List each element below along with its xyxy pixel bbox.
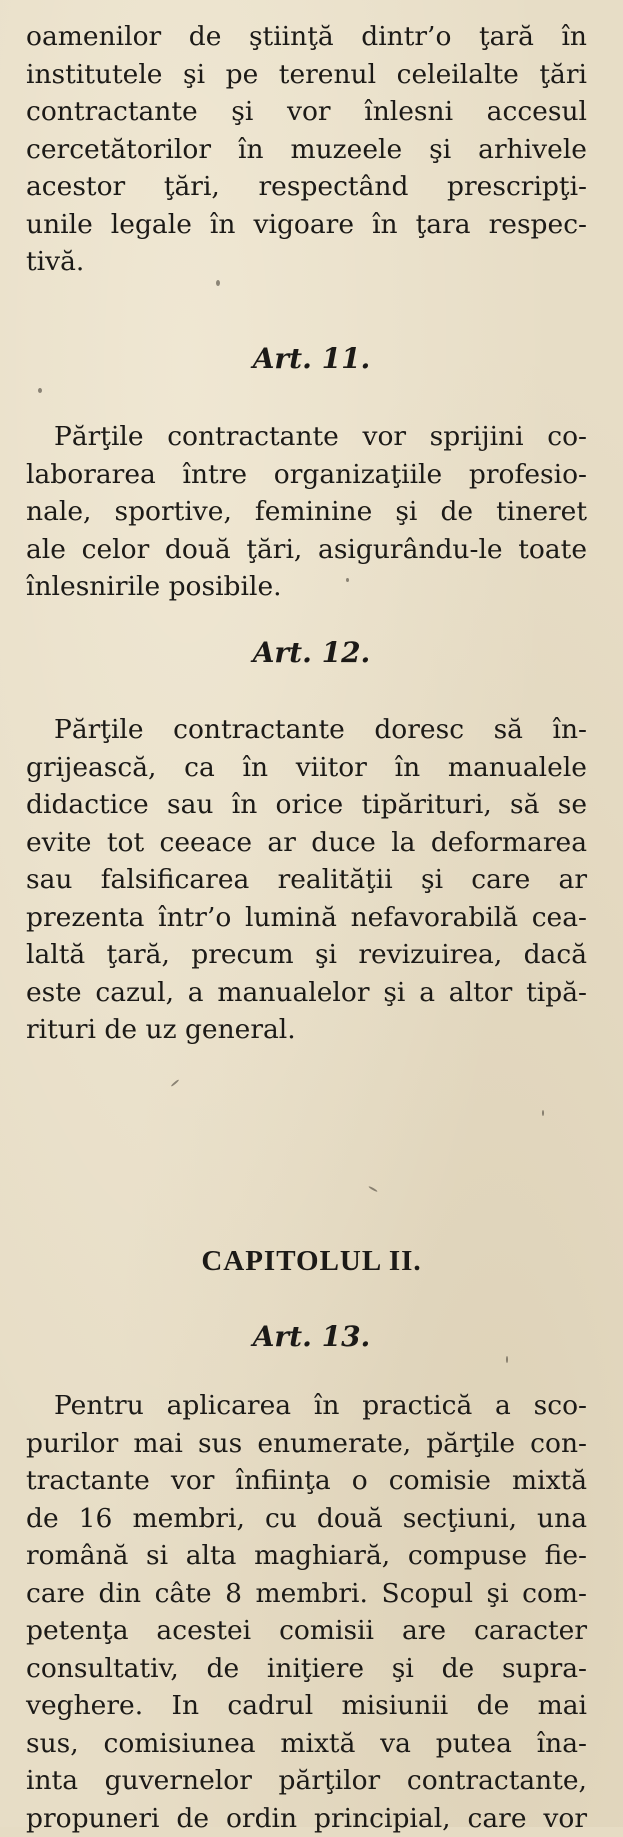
paragraph-line: este cazul, a manualelor şi a altor tipă-	[26, 974, 587, 1012]
paper-speck	[346, 578, 349, 582]
paper-speck	[506, 1356, 508, 1363]
paragraph-line: veghere. In cadrul misiunii de mai	[26, 1687, 587, 1725]
paragraph-line: prezenta într’o lumină nefavorabilă cea-	[26, 899, 587, 937]
paragraph-line: propuneri de ordin principial, care vor	[26, 1800, 587, 1837]
paragraph-line: laborarea între organizaţiile profesio-	[26, 456, 587, 494]
paragraph-line: înlesnirile posibile.	[26, 568, 587, 606]
paper-speck	[368, 1186, 378, 1193]
paragraph-line: didactice sau în orice tipărituri, să se	[26, 786, 587, 824]
paragraph-line: grijească, ca în viitor în manualele	[26, 749, 587, 787]
paper-speck	[216, 280, 220, 286]
paragraph-line: de 16 membri, cu două secţiuni, una	[26, 1500, 587, 1538]
article-13-heading: Art. 13.	[0, 1320, 623, 1353]
paragraph-line: cercetătorilor în muzeele şi arhivele	[26, 131, 587, 169]
paragraph-line: română si alta maghiară, compuse fie-	[26, 1537, 587, 1575]
continuation-paragraph	[26, 18, 587, 281]
paragraph-line: unile legale în vigoare în ţara respec-	[26, 206, 587, 244]
paragraph-line: oamenilor de ştiinţă dintr’o ţară în	[26, 18, 587, 56]
paper-speck	[542, 1110, 544, 1116]
article-11-heading: Art. 11.	[0, 342, 623, 375]
paragraph-line: Părţile contractante vor sprijini co-	[26, 418, 587, 456]
chapter-heading: CAPITOLUL II.	[0, 1245, 623, 1278]
paragraph-line: petenţa acestei comisii are caracter	[26, 1612, 587, 1650]
paragraph-line: care din câte 8 membri. Scopul şi com-	[26, 1575, 587, 1613]
paragraph-line: rituri de uz general.	[26, 1011, 587, 1049]
paragraph-line: ale celor două ţări, asigurându-le toate	[26, 531, 587, 569]
paragraph-line: evite tot ceeace ar duce la deformarea	[26, 824, 587, 862]
paragraph-line: Pentru aplicarea în practică a sco-	[26, 1387, 587, 1425]
paragraph-line: tractante vor înfiinţa o comisie mixtă	[26, 1462, 587, 1500]
paragraph-line: Părţile contractante doresc să în-	[26, 711, 587, 749]
article-13-paragraph	[26, 1387, 587, 1837]
paragraph-line: consultativ, de iniţiere şi de supra-	[26, 1650, 587, 1688]
article-12-heading: Art. 12.	[0, 636, 623, 669]
paragraph-line: laltă ţară, precum şi revizuirea, dacă	[26, 936, 587, 974]
paragraph-line: institutele şi pe terenul celeilalte ţări	[26, 56, 587, 94]
paragraph-line: purilor mai sus enumerate, părţile con-	[26, 1425, 587, 1463]
paragraph-line: inta guvernelor părţilor contractante,	[26, 1762, 587, 1800]
paragraph-line: tivă.	[26, 243, 587, 281]
paper-speck	[38, 388, 42, 393]
paragraph-line: contractante şi vor înlesni accesul	[26, 93, 587, 131]
article-12-paragraph	[26, 711, 587, 1049]
paragraph-line: acestor ţări, respectând prescripţi-	[26, 168, 587, 206]
paragraph-line: sus, comisiunea mixtă va putea îna-	[26, 1725, 587, 1763]
paragraph-line: sau falsificarea realităţii şi care ar	[26, 861, 587, 899]
paper-speck	[171, 1079, 180, 1087]
paragraph-line: nale, sportive, feminine şi de tineret	[26, 493, 587, 531]
article-11-paragraph	[26, 418, 587, 606]
